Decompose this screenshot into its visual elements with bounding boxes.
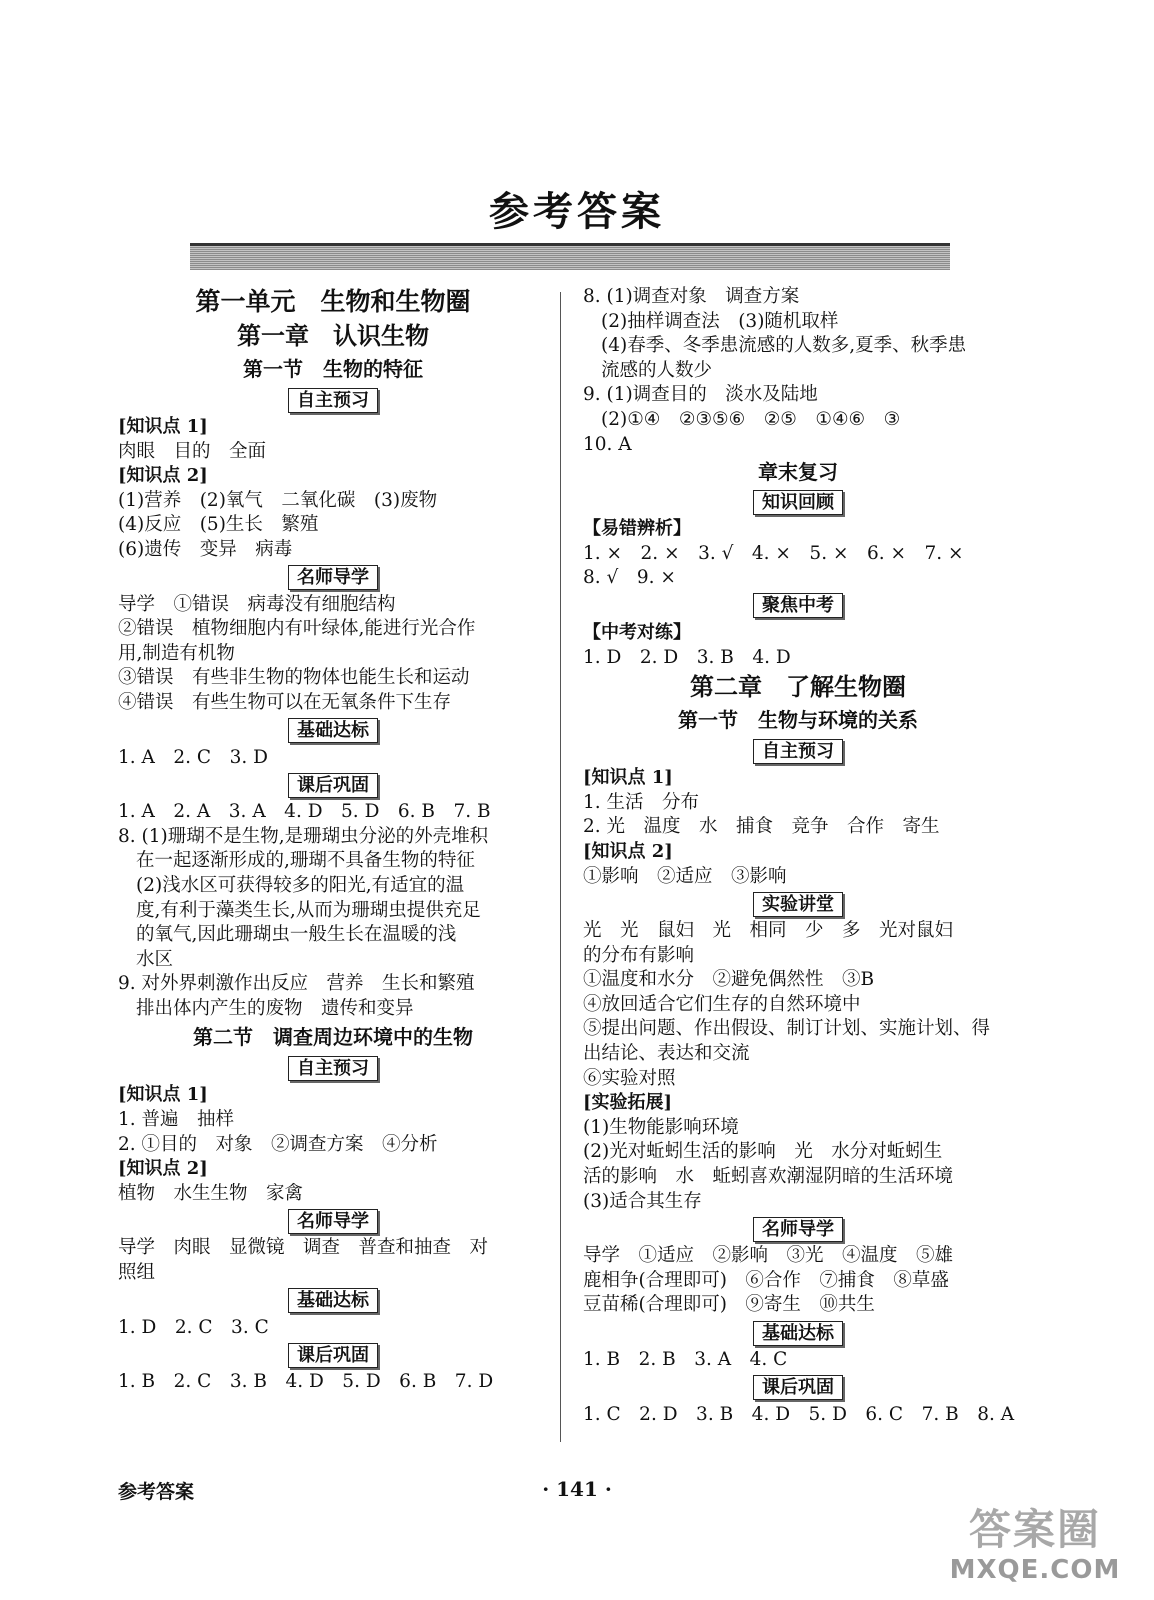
- answer-line: 8. √ 9. ×: [583, 567, 676, 589]
- answer-line: 光 光 鼠妇 光 相同 少 多 光对鼠妇: [583, 920, 954, 942]
- answer-line: 的分布有影响: [583, 944, 695, 966]
- boxed-label-wrap: [583, 736, 1013, 766]
- watermark-url: MXQE.COM: [949, 1555, 1121, 1585]
- answer-line: 2. 光 温度 水 捕食 竞争 合作 寄生: [583, 816, 940, 838]
- watermark-logo: [935, 1505, 1135, 1595]
- answer-line: ①影响 ②适应 ③影响: [583, 865, 787, 887]
- answer-line: 水区: [136, 948, 174, 970]
- boxed-label-wrap: [583, 487, 1013, 517]
- answer-line: 出结论、表达和交流: [583, 1043, 750, 1065]
- boxed-label-wrap: [583, 1373, 1013, 1403]
- boxed-label-wrap: [118, 716, 548, 746]
- answer-line: 1. D 2. D 3. B 4. D: [583, 646, 791, 668]
- boxed-label: 名师导学: [753, 1217, 843, 1242]
- answer-line: 排出体内产生的废物 遗传和变异: [136, 997, 414, 1019]
- answer-line: 1. 普遍 抽样: [118, 1109, 235, 1131]
- answer-line: 10. A: [583, 433, 632, 455]
- boxed-label-wrap: [118, 770, 548, 800]
- answer-line: ⑤提出问题、作出假设、制订计划、实施计划、得: [583, 1018, 991, 1040]
- boxed-label: 知识回顾: [753, 490, 843, 515]
- boxed-label-wrap: [583, 889, 1013, 919]
- boxed-label-wrap: [118, 1340, 548, 1370]
- answer-line: ④放回适合它们生存的自然环境中: [583, 993, 861, 1015]
- section-heading: 第一节 生物的特征: [243, 357, 423, 381]
- answer-line: (1)营养 (2)氧气 二氧化碳 (3)废物: [118, 489, 438, 511]
- answer-line: 1. A 2. C 3. D: [118, 746, 268, 768]
- boxed-label: 课后巩固: [753, 1375, 843, 1400]
- boxed-label-wrap: [118, 563, 548, 593]
- answer-line: 的氧气,因此珊瑚虫一般生长在温暖的浅: [136, 924, 457, 946]
- answer-line: ①温度和水分 ②避免偶然性 ③B: [583, 969, 875, 991]
- answer-line: 9. (1)调查目的 淡水及陆地: [583, 384, 818, 406]
- knowledge-point-label: [知识点 2]: [118, 1158, 208, 1180]
- boxed-label: 课后巩固: [288, 773, 378, 798]
- answer-line: 肉眼 目的 全面: [118, 440, 267, 462]
- knowledge-point-label: [知识点 1]: [118, 416, 208, 437]
- answer-line: 1. C 2. D 3. B 4. D 5. D 6. C 7. B 8. A: [583, 1403, 1015, 1425]
- section-heading: 第二节 调查周边环境中的生物: [193, 1025, 473, 1050]
- answer-line: (2)浅水区可获得较多的阳光,有适宜的温: [136, 874, 465, 896]
- boxed-label: 实验讲堂: [753, 892, 843, 917]
- bracket-tag: 【易错辨析】: [583, 518, 691, 540]
- answer-line: 豆苗稀(合理即可) ⑨寄生 ⑩共生: [583, 1294, 875, 1316]
- answer-line: 1. D 2. C 3. C: [118, 1316, 269, 1338]
- answer-line: (2)①④ ②③⑤⑥ ②⑤ ①④⑥ ③: [601, 408, 901, 430]
- review-heading: 章末复习: [758, 460, 838, 485]
- boxed-label: 自主预习: [753, 739, 843, 764]
- chapter-heading: 第二章 了解生物圈: [690, 673, 906, 702]
- boxed-label-wrap: [118, 1053, 548, 1083]
- footer-label: 参考答案: [118, 1481, 195, 1503]
- answer-line: 1. 生活 分布: [583, 791, 700, 813]
- boxed-label: 课后巩固: [288, 1343, 378, 1368]
- knowledge-point-label: [知识点 1]: [583, 767, 673, 789]
- answer-line: 植物 水生生物 家禽: [118, 1182, 304, 1204]
- boxed-label-wrap: [583, 1214, 1013, 1244]
- answer-line: 照组: [118, 1262, 156, 1284]
- answer-line: (2)光对蚯蚓生活的影响 光 水分对蚯蚓生: [583, 1141, 943, 1163]
- answer-line: 流感的人数少: [601, 359, 713, 381]
- chapter-heading: 第一章 认识生物: [237, 322, 429, 350]
- answer-line: 用,制造有机物: [118, 642, 235, 664]
- answer-line: ④错误 有些生物可以在无氧条件下生存: [118, 691, 452, 713]
- boxed-label-wrap: [583, 1318, 1013, 1348]
- answer-line: 导学 ①错误 病毒没有细胞结构: [118, 593, 396, 615]
- right-column: [583, 285, 1013, 1427]
- answer-line: 导学 肉眼 显微镜 调查 普查和抽查 对: [118, 1237, 489, 1259]
- answer-line: ③错误 有些非生物的物体也能生长和运动: [118, 667, 470, 689]
- answer-line: 8. (1)珊瑚不是生物,是珊瑚虫分泌的外壳堆积: [118, 825, 489, 847]
- answer-line: (4)春季、冬季患流感的人数多,夏季、秋季患: [601, 335, 967, 357]
- boxed-label: 自主预习: [288, 1056, 378, 1081]
- knowledge-point-label: [实验拓展]: [583, 1092, 673, 1114]
- answer-line: 鹿相争(合理即可) ⑥合作 ⑦捕食 ⑧草盛: [583, 1269, 949, 1291]
- boxed-label: 名师导学: [288, 1209, 378, 1234]
- answer-line: 1. B 2. B 3. A 4. C: [583, 1349, 788, 1370]
- column-divider: [560, 292, 561, 1442]
- boxed-label: 自主预习: [288, 388, 378, 413]
- answer-line: (3)适合其生存: [583, 1190, 702, 1212]
- boxed-label: 基础达标: [753, 1321, 843, 1346]
- knowledge-point-label: [知识点 2]: [118, 465, 208, 487]
- answer-line: 2. ①目的 对象 ②调查方案 ④分析: [118, 1133, 438, 1155]
- knowledge-point-label: [知识点 1]: [118, 1084, 208, 1106]
- page-title: 参考答案: [489, 189, 665, 235]
- answer-line: (1)生物能影响环境: [583, 1116, 739, 1138]
- answer-line: ②错误 植物细胞内有叶绿体,能进行光合作: [118, 618, 476, 640]
- boxed-label: 名师导学: [288, 565, 378, 590]
- answer-line: 活的影响 水 蚯蚓喜欢潮湿阴暗的生活环境: [583, 1166, 954, 1188]
- answer-line: 1. × 2. × 3. √ 4. × 5. × 6. × 7. ×: [583, 542, 964, 564]
- bracket-tag: 【中考对练】: [583, 621, 691, 643]
- page-number: · 141 ·: [542, 1477, 612, 1501]
- knowledge-point-label: [知识点 2]: [583, 840, 673, 862]
- answer-line: ⑥实验对照: [583, 1067, 676, 1089]
- answer-line: (4)反应 (5)生长 繁殖: [118, 514, 319, 536]
- answer-line: 9. 对外界刺激作出反应 营养 生长和繁殖: [118, 973, 475, 995]
- answer-line: (2)抽样调查法 (3)随机取样: [601, 310, 839, 332]
- answer-line: (6)遗传 变异 病毒: [118, 538, 293, 560]
- boxed-label: 基础达标: [288, 1288, 378, 1313]
- left-column: [118, 285, 548, 1395]
- answer-line: 在一起逐渐形成的,珊瑚不具备生物的特征: [136, 850, 475, 872]
- answer-line: 1. B 2. C 3. B 4. D 5. D 6. B 7. D: [118, 1371, 494, 1393]
- watermark-logo-text: 答案圈: [968, 1505, 1101, 1554]
- unit-heading: 第一单元 生物和生物圈: [195, 287, 471, 316]
- answer-line: 1. A 2. A 3. A 4. D 5. D 6. B 7. B: [118, 801, 491, 823]
- boxed-label-wrap: [583, 591, 1013, 621]
- boxed-label: 基础达标: [288, 718, 378, 743]
- boxed-label-wrap: [118, 1286, 548, 1316]
- boxed-label-wrap: [118, 1206, 548, 1236]
- answer-line: 度,有利于藻类生长,从而为珊瑚虫提供充足: [136, 899, 481, 921]
- answer-line: 8. (1)调查对象 调查方案: [583, 286, 800, 307]
- title-underline-bar: [190, 243, 950, 270]
- answer-line: 导学 ①适应 ②影响 ③光 ④温度 ⑤雄: [583, 1245, 954, 1267]
- boxed-label: 聚焦中考: [753, 593, 843, 618]
- section-heading: 第一节 生物与环境的关系: [678, 708, 918, 733]
- boxed-label-wrap: [118, 385, 548, 415]
